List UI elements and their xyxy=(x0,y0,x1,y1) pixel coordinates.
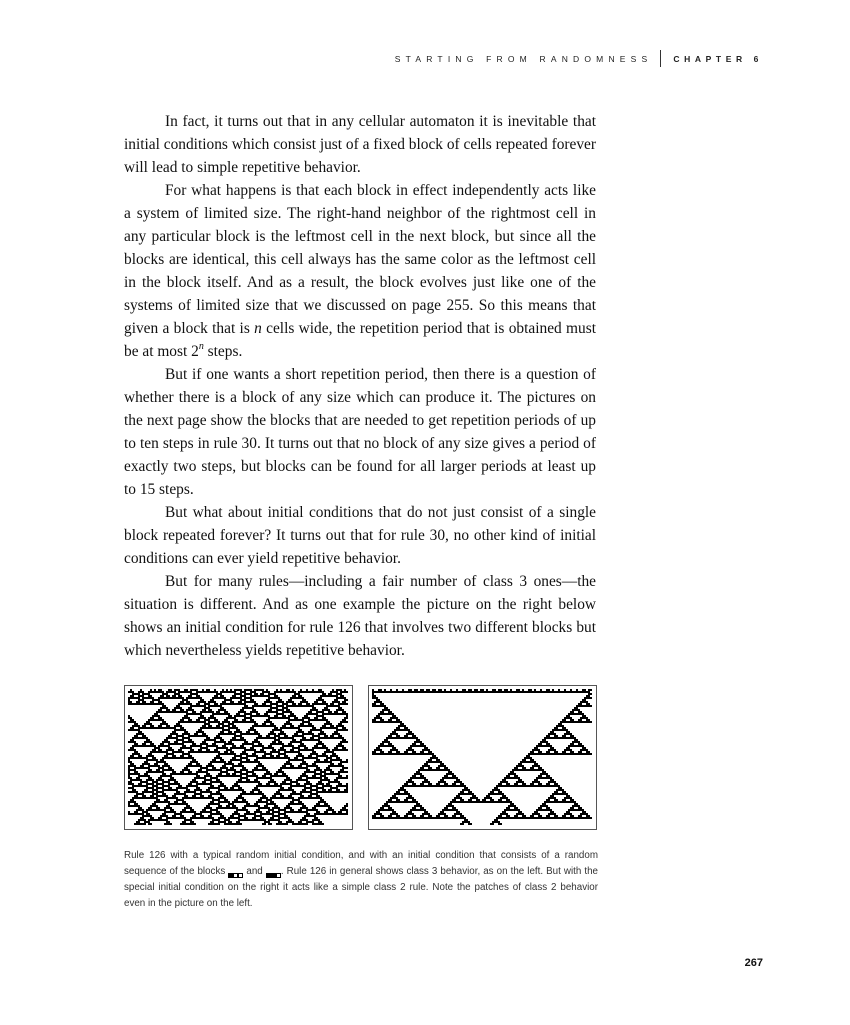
header-chapter: CHAPTER 6 xyxy=(673,53,763,64)
automaton-cells xyxy=(372,689,592,825)
figure-block-initial-condition xyxy=(368,685,597,830)
automaton-cells xyxy=(128,689,348,825)
exponent-n: n xyxy=(198,341,204,352)
rule-126-random-pattern xyxy=(128,689,349,826)
running-header xyxy=(0,50,763,67)
variable-n: n xyxy=(254,320,262,337)
paragraph-1: In fact, it turns out that in any cellular automaton it is inevitable that initial conditions which consist just of a fixed block of cells repeated forever will lead to simple repetitive behavior. xyxy=(124,113,596,176)
page-number: 267 xyxy=(744,957,763,969)
header-section-title: STARTING FROM RANDOMNESS xyxy=(394,53,653,64)
block-icon-100 xyxy=(228,868,243,873)
rule-126-repetitive-pattern xyxy=(372,689,593,826)
header-divider xyxy=(660,50,661,67)
figure-caption: Rule 126 with a typical random initial condition, and with an initial condition that consists of a random sequence of the blocks and . Rule 126 in general shows class 3 behavior, as on the left. But with the special initial condition on the right it acts like a simple class 2 rule. Note the patches of class 2 behavior even in the picture on the left. xyxy=(124,850,599,909)
block-icon-110 xyxy=(266,868,281,873)
figure-random-initial-condition xyxy=(124,685,353,830)
body-text xyxy=(124,110,596,662)
paragraph-3: But if one wants a short repetition period, then there is a question of whether there is a block of any size which can produce it. The pictures on the next page show the blocks that are needed to get repetition periods of up to ten steps in rule 30. It turns out that no block of any size gives a period of exactly two steps, but blocks can be found for all larger periods at least up to 15 steps. xyxy=(124,366,596,498)
paragraph-5: But for many rules—including a fair number of class 3 ones—the situation is different. And as one example the picture on the right below shows an initial condition for rule 126 that involves two different blocks but which nevertheless yields repetitive behavior. xyxy=(124,573,596,659)
paragraph-4: But what about initial conditions that do not just consist of a single block repeated forever? It turns out that for rule 30, no other kind of initial conditions can ever yield repetitive behavior. xyxy=(124,504,596,567)
paragraph-2: For what happens is that each block in effect independently acts like a system of limited size. The right-hand neighbor of the rightmost cell in any particular block is the leftmost cell in the next block, but since all the blocks are identical, this cell always has the same color as the leftmost cell in the block itself. And as a result, the block evolves just like one of the systems of limited size that we discussed on page 255. So this means that given a block that is n cells wide, the repetition period that is obtained must be at most 2$^n$ steps. xyxy=(124,182,596,360)
